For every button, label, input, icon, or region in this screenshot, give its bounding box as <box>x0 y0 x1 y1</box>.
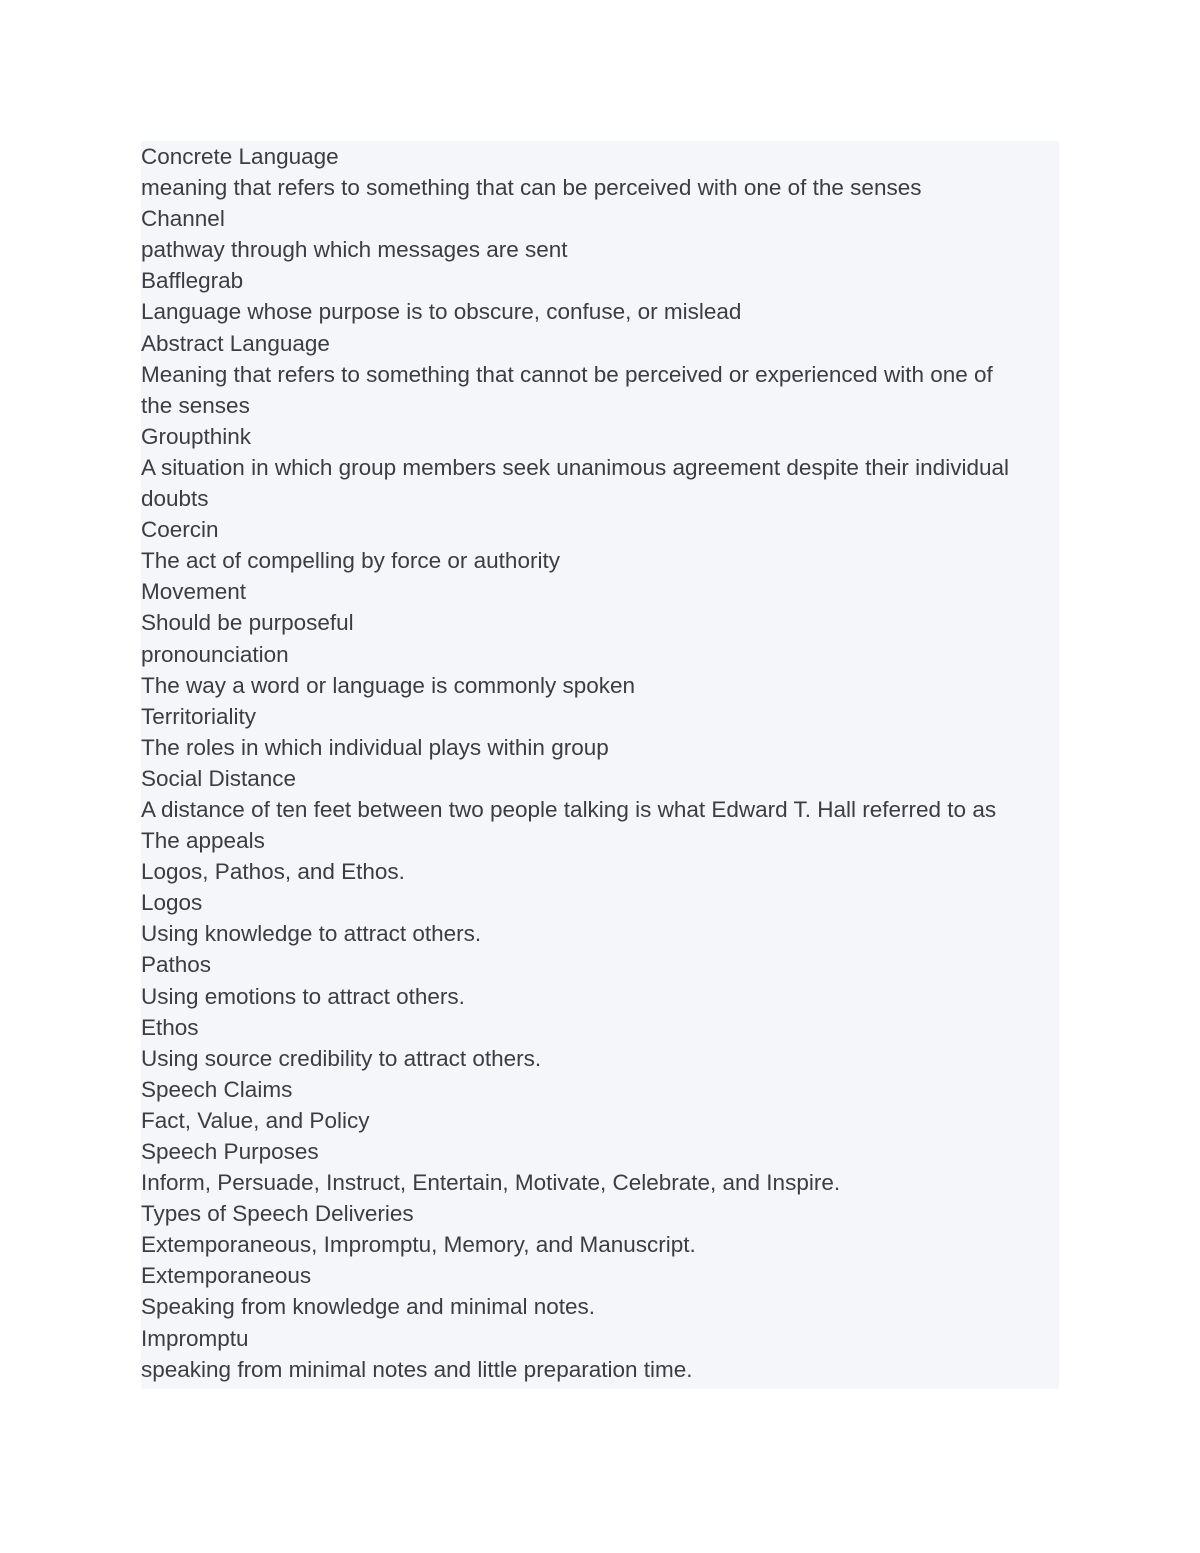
definition-line: Using knowledge to attract others. <box>141 921 482 947</box>
definition-line: The way a word or language is commonly spoken <box>141 672 636 698</box>
term-line: Impromptu <box>141 1325 249 1351</box>
term-line: pronounciation <box>141 641 289 667</box>
term-line: Ethos <box>141 1014 199 1040</box>
term-line: Groupthink <box>141 423 252 449</box>
definition-line: Language whose purpose is to obscure, confuse, or mislead <box>141 299 742 325</box>
definition-line: meaning that refers to something that can be perceived with one of the senses <box>141 175 922 201</box>
definition-line: Meaning that refers to something that cannot be perceived or experienced with one of <box>141 361 993 387</box>
definition-line: Inform, Persuade, Instruct, Entertain, Motivate, Celebrate, and Inspire. <box>141 1170 841 1196</box>
definition-line: Extemporaneous, Impromptu, Memory, and Manuscript. <box>141 1232 696 1258</box>
term-line: Speech Purposes <box>141 1139 319 1164</box>
term-line: Channel <box>141 206 225 232</box>
term-line: Extemporaneous <box>141 1263 312 1289</box>
term-line: Social Distance <box>141 765 297 791</box>
term-line: Concrete Language <box>141 144 339 169</box>
definition-line: The roles in which individual plays within group <box>141 734 609 760</box>
term-line: Bafflegrab <box>141 268 244 294</box>
definition-line: speaking from minimal notes and little preparation time. <box>141 1356 693 1382</box>
definition-line: Using emotions to attract others. <box>141 983 465 1009</box>
term-line: Coercin <box>141 517 219 543</box>
flashcard-text-block <box>141 141 1059 1389</box>
term-line: Abstract Language <box>141 330 330 356</box>
definition-line: Using source credibility to attract others. <box>141 1045 542 1071</box>
term-line: Pathos <box>141 952 212 978</box>
term-line: The appeals <box>141 828 265 854</box>
definition-line: A distance of ten feet between two people talking is what Edward T. Hall referred to as <box>141 796 997 822</box>
term-line: Logos <box>141 890 203 916</box>
definition-line: Speaking from knowledge and minimal notes. <box>141 1294 595 1320</box>
term-definition-list <box>141 141 1059 1385</box>
definition-line: pathway through which messages are sent <box>141 237 568 263</box>
definition-line: doubts <box>141 486 209 512</box>
definition-line: Should be purposeful <box>141 610 354 636</box>
definition-line: The act of compelling by force or authority <box>141 548 560 574</box>
definition-line: Logos, Pathos, and Ethos. <box>141 859 405 885</box>
term-line: Speech Claims <box>141 1076 293 1102</box>
term-line: Movement <box>141 579 247 605</box>
definition-line: A situation in which group members seek unanimous agreement despite their individual <box>141 454 1009 480</box>
term-line: Types of Speech Deliveries <box>141 1201 414 1227</box>
definition-line: Fact, Value, and Policy <box>141 1107 370 1133</box>
term-line: Territoriality <box>141 703 257 729</box>
definition-line: the senses <box>141 392 250 418</box>
